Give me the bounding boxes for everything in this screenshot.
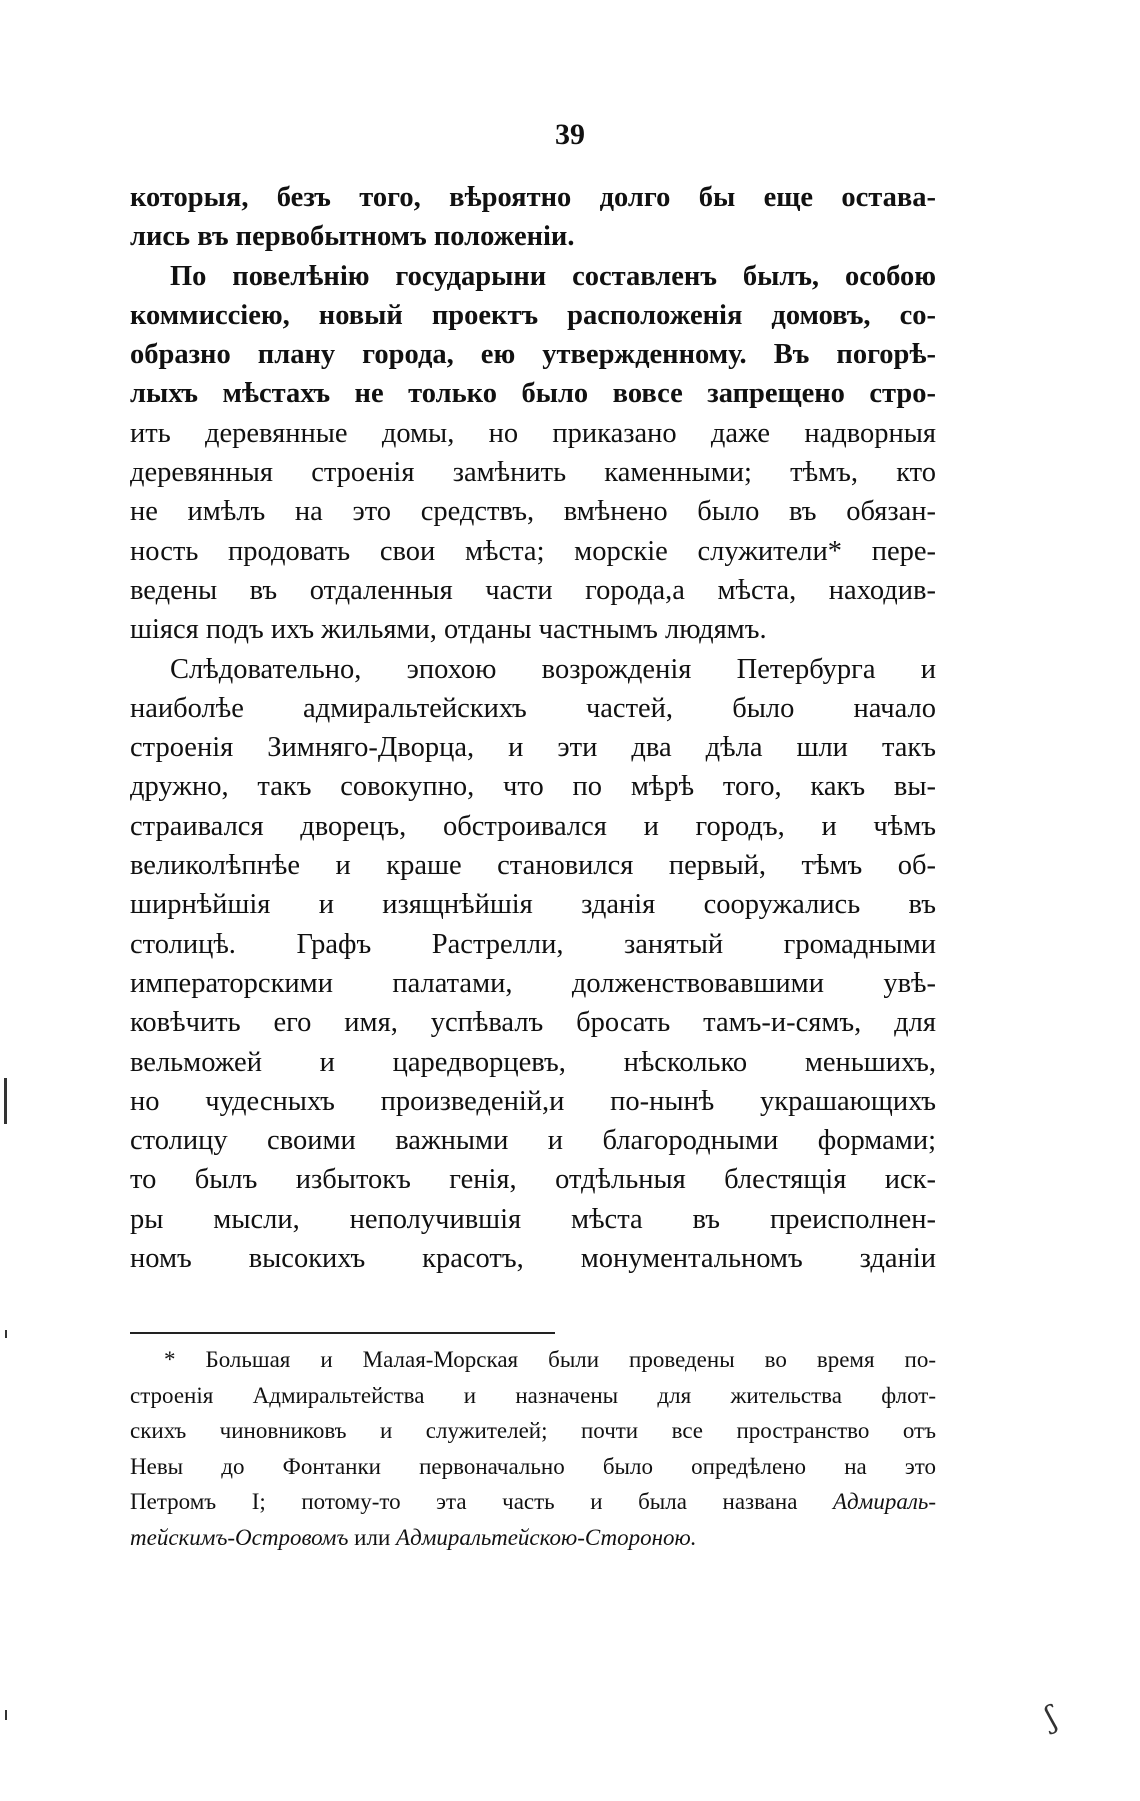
text-line: деревянныя строенія замѣнить каменными; тѣмъ, кто bbox=[130, 457, 936, 489]
text-line: не имѣлъ на это средствъ, вмѣнено было въ обязан- bbox=[130, 496, 936, 528]
page-number: 39 bbox=[555, 118, 585, 151]
text-line: императорскими палатами, долженствовавшими увѣ- bbox=[130, 967, 936, 999]
text-line: ры мысли, неполучившія мѣста въ преисполнен- bbox=[130, 1203, 936, 1235]
text-line: великолѣпнѣе и краше становился первый, тѣмъ об- bbox=[130, 850, 936, 882]
text-line: но чудесныхъ произведеній,и по-нынѣ украшающихъ bbox=[130, 1085, 936, 1117]
footnote-italic-text: Адмиральтейскою-Стороною. bbox=[396, 1524, 697, 1550]
footnote-italic-text: тейскимъ-Островомъ bbox=[130, 1524, 349, 1550]
text-line: ширнѣйшія и изящнѣйшія зданія сооружались въ bbox=[130, 889, 936, 921]
text-line: наиболѣе адмиральтейскихъ частей, было начало bbox=[130, 692, 936, 724]
text-line: ковѣчить его имя, успѣвалъ бросать тамъ-и-сямъ, для bbox=[130, 1007, 936, 1039]
text-line: ить деревянные домы, но приказано даже надворныя bbox=[130, 417, 936, 449]
text-line: дружно, такъ совокупно, что по мѣрѣ того, какъ вы- bbox=[130, 771, 936, 803]
scan-margin-mark bbox=[5, 1710, 7, 1720]
text-line: шіяся подъ ихъ жильями, отданы частнымъ людямъ. bbox=[130, 614, 767, 646]
text-line: лись въ первобытномъ положеніи. bbox=[130, 221, 575, 253]
text-line: ведены въ отдаленныя части города,а мѣста, находив- bbox=[130, 574, 936, 606]
text-line: то былъ избытокъ генія, отдѣльныя блестящія иск- bbox=[130, 1164, 936, 1196]
text-line: которыя, безъ того, вѣроятно долго бы еще остава- bbox=[130, 182, 936, 213]
footnote-line bbox=[130, 1484, 936, 1520]
text-line: столицѣ. Графъ Растрелли, занятый громадными bbox=[130, 928, 936, 960]
text-line: столицу своими важными и благородными формами; bbox=[130, 1125, 936, 1157]
text-line: ность продовать свои мѣста; морскіе служители* пере- bbox=[130, 535, 936, 567]
footnote-italic-text: Адмираль- bbox=[832, 1489, 936, 1514]
scan-stray-mark: ʃ bbox=[1041, 1699, 1061, 1736]
text-line: лыхъ мѣстахъ не только было вовсе запрещено стро- bbox=[130, 378, 936, 410]
text-line: образно плану города, ею утвержденному. Въ погорѣ- bbox=[130, 339, 936, 371]
text-line: По повелѣнію государыни составленъ былъ, особою bbox=[170, 260, 936, 292]
footnote-line: строенія Адмиральтейства и назначены для жительства флот- bbox=[130, 1382, 936, 1408]
text-line: строенія Зимняго-Дворца, и эти два дѣла шли такъ bbox=[130, 732, 936, 764]
footnote-text: или bbox=[348, 1524, 397, 1550]
footnote-rule bbox=[130, 1332, 555, 1334]
footnote-line: Невы до Фонтанки первоначально было опредѣлено на это bbox=[130, 1453, 936, 1479]
scan-margin-mark bbox=[5, 1330, 7, 1338]
footnote-line: скихъ чиновниковъ и служителей; почти все пространство отъ bbox=[130, 1418, 936, 1443]
text-line: страивался дворецъ, обстроивался и городъ, и чѣмъ bbox=[130, 810, 936, 842]
text-line: Слѣдовательно, эпохою возрожденія Петербурга и bbox=[170, 653, 936, 685]
scan-margin-mark bbox=[4, 1078, 7, 1124]
text-line: номъ высокихъ красотъ, монументальномъ зданіи bbox=[130, 1243, 936, 1275]
footnote-line bbox=[130, 1520, 936, 1556]
text-line: вельможей и царедворцевъ, нѣсколько меньшихъ, bbox=[130, 1046, 936, 1078]
footnote-line: * Большая и Малая-Морская были проведены во время по- bbox=[164, 1347, 936, 1372]
text-line: коммиссіею, новый проектъ расположенія домовъ, со- bbox=[130, 299, 936, 331]
body-text bbox=[130, 178, 936, 1278]
footnote-text: Петромъ I; потому-то эта часть и была названа bbox=[130, 1489, 833, 1514]
footnote bbox=[130, 1342, 936, 1555]
